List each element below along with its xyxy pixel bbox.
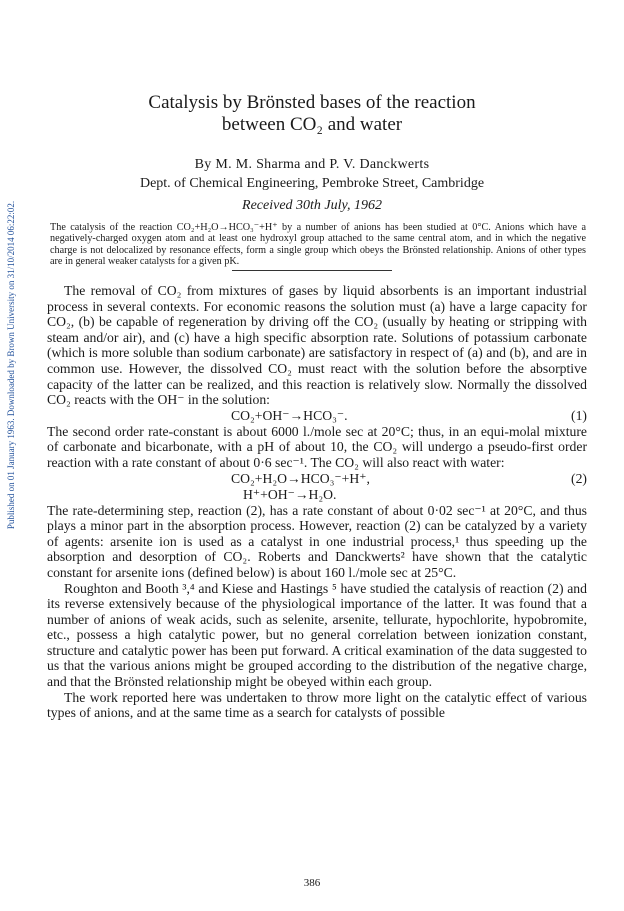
received-text: Received 30th July, 1962: [242, 198, 382, 213]
equation-2a-expr: CO₂+H₂O→HCO₃⁻+H⁺,: [231, 470, 370, 486]
page-number: 386: [303, 877, 321, 889]
paragraph-2: The second order rate-constant is about 6000 l./mole sec at 20°C; thus, in an equi-molal mixture of carbonate and bicarbonate, with a pH of about 10, the CO₂ will undergo a pseudo-first order reaction with a rate constant of about 0·6 sec⁻¹. The CO₂ will also react with water:: [47, 423, 587, 470]
download-note: [3, 150, 19, 580]
paper-title: [0, 92, 624, 136]
paragraph-4: Roughton and Booth ³,⁴ and Kiese and Hastings ⁵ have studied the catalysis of reaction (2) and its reverse extensively because of the physiological importance of the latter. It was found that a number of anions of weak acids, such as selenite, arsenite, tellurate, hypochlorite, hypobromite, etc., possess a high catalytic power, but no general correlation between ionization constant, structure and catalytic power has been put forward. A critical examination of the data suggested to us that the various anions might be grouped according to the distribution of the negative charge, and that the Brönsted relationship might be obeyed within each group.: [47, 580, 587, 690]
paragraph-3: The rate-determining step, reaction (2), has a rate constant of about 0·02 sec⁻¹ at 20°C, and thus plays a minor part in the absorption process. However, reaction (2) can be catalyzed by a variety of agents: arsenite ion is used as a catalyst in one industrial process,¹ thus speeding up the absorption and desorption of CO₂. Roberts and Danckwerts² have shown that the catalytic constant for arsenite ions (defined below) is about 160 l./mole sec at 25°C.: [47, 502, 587, 580]
equation-2b: [47, 487, 587, 503]
paragraph-5: The work reported here was undertaken to throw more light on the catalytic effect of various types of anions, and at the same time as a search for catalysts of possible: [47, 689, 587, 721]
equation-1-number: (1): [571, 407, 587, 423]
title-line-2: between CO₂ and water: [221, 114, 403, 135]
equation-2-number: (2): [571, 470, 587, 486]
affiliation: Dept. of Chemical Engineering, Pembroke Street, Cambridge: [139, 176, 485, 191]
download-note-text: Published on 01 January 1963. Downloaded by Brown University on 31/10/2014 06:22:02.: [6, 200, 16, 530]
abstract: The catalysis of the reaction CO₂+H₂O→HCO₃⁻+H⁺ by a number of anions has been studied at 0°C. Anions which have a negatively-charged oxygen atom and at least one hydroxyl group attached to the same central atom, and in which the negative charge is not delocalized by resonance effects, form a single group which obeys the Brönsted relationship. Anions of other types are in general weaker catalysts for a given pK.: [50, 222, 586, 268]
divider-rule: [232, 270, 392, 271]
equation-1: [47, 408, 587, 424]
equation-2a: [47, 471, 587, 487]
body-text: [47, 283, 587, 721]
authors: By M. M. Sharma and P. V. Danckwerts: [194, 157, 430, 172]
equation-2b-expr: H⁺+OH⁻→H₂O.: [243, 486, 337, 502]
title-line-1: Catalysis by Brönsted bases of the reaction: [148, 92, 476, 113]
received-date: [0, 198, 624, 214]
equation-1-expr: CO₂+OH⁻→HCO₃⁻.: [231, 407, 348, 423]
paragraph-1: The removal of CO₂ from mixtures of gases by liquid absorbents is an important industrial process in several contexts. For economic reasons the solution must (a) have a large capacity for CO₂, (b) be capable of regeneration by driving off the CO₂ (usually by heating or stripping with steam and/or air), and (c) have a high specific absorption rate. Solutions of potassium carbonate (which is more soluble than sodium carbonate) are satisfactory in respect of (a) and (b), and are in common use. However, the dissolved CO₂ must react with the solution before the absorptive capacity of the latter can be realized, and this reaction is relatively slow. Normally the dissolved CO₂ reacts with the OH⁻ in the solution:: [47, 283, 587, 408]
